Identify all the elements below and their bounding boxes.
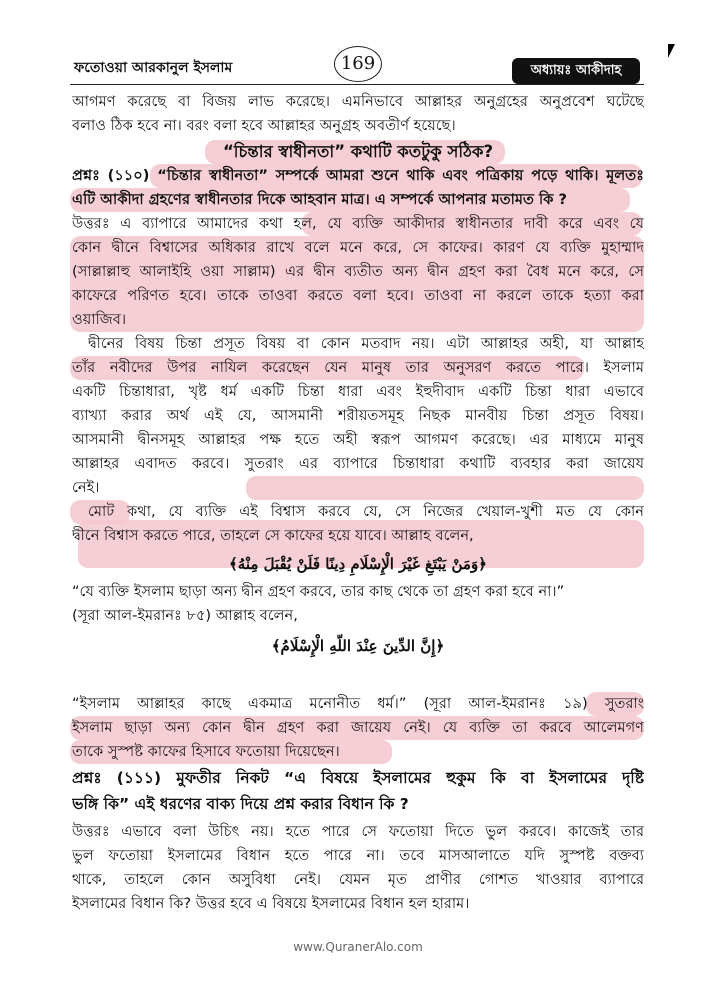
- text-line: “ইসলাম আল্লাহর কাছে একমাত্র মনোনীত ধর্ম।” (সূরা আল-ইমরানঃ ১৯) সুতরাং: [72, 695, 644, 712]
- text-line: বলাও ঠিক হবে না। বরং বলা হবে আল্লাহর অনুগ্রহ অবতীর্ণ হয়েছে।: [72, 117, 456, 134]
- section-heading: “চিন্তার স্বাধীনতা” কথাটি কতটুকু সঠিক?: [222, 142, 494, 161]
- text-line: আসমানী দ্বীনসমূহ আল্লাহর পক্ষ হতে অহী স্বরূপ আগমণ করেছে। এর মাধ্যমে মানুষ: [72, 431, 644, 448]
- header-rule: [70, 84, 644, 85]
- answer-line: উত্তরঃ এভাবে বলা উচিৎ নয়। হতে পারে সে ফতোয়া দিতে ভুল করবে। কাজেই তার: [72, 823, 644, 840]
- text-line: একটি চিন্তাধারা, খৃষ্ট ধর্ম একটি চিন্তা ধারা এবং ইহুদীবাদ একটি চিন্তা ধারা এভাবে: [72, 383, 644, 400]
- text-line: ওয়াজিব।: [72, 311, 127, 328]
- text-line: তাকে সুস্পষ্ট কাফের হিসাবে ফতোয়া দিয়েছেন।: [72, 743, 340, 760]
- text-line: দ্বীনে বিশ্বাস করতে পারে, তাহলে সে কাফের হয়ে যাবে। আল্লাহ বলেন,: [72, 527, 474, 544]
- answer-line: উত্তরঃ এ ব্যাপারে আমাদের কথা হল, যে ব্যক্তি আকীদার স্বাধীনতার দাবী করে এবং যে: [72, 215, 644, 232]
- text-line: (সূরা আল-ইমরানঃ ৮৫) আল্লাহ বলেন,: [72, 607, 298, 624]
- question-line: প্রশ্নঃ (১১১) মুফতীর নিকট “এ বিষয়ে ইসলামের হুকুম কি বা ইসলামের দৃষ্টি: [72, 769, 644, 787]
- text-line: আল্লাহর এবাদত করবে। সুতরাং এর ব্যাপারে চিন্তাধারা কথাটি ব্যবহার করা জায়েয: [72, 455, 644, 472]
- text-line: থাকে, তাহলে কোন অসুবিধা নেই। যেমন মৃত প্রাণীর গোশত খাওয়ার ব্যাপারে: [72, 871, 644, 888]
- text-line: কাফেরে পরিণত হবে। তাকে তাওবা করতে বলা হবে। তাওবা না করলে তাকে হত্যা করা: [72, 287, 644, 304]
- text-line: দ্বীনের বিষয় চিন্তা প্রসূত বিষয় বা কোন মতবাদ নয়। এটা আল্লাহর অহী, যা আল্লাহ: [88, 335, 644, 352]
- text-line: ইসলাম ছাড়া অন্য কোন দ্বীন গ্রহণ করা জায়েয নেই। যে ব্যক্তি তা করবে আলেমগণ: [72, 719, 644, 736]
- page-number: 169: [334, 46, 382, 82]
- text-line: “যে ব্যক্তি ইসলাম ছাড়া অন্য দ্বীন গ্রহণ করবে, তার কাছ থেকে তা গ্রহণ করা হবে না।”: [72, 583, 565, 600]
- text-line: (সাল্লাল্লাহু আলাইহি ওয়া সাল্লাম) এর দ্বীন ব্যতীত অন্য দ্বীন গ্রহণ করা বৈধ মনে করে, সে: [72, 263, 644, 280]
- mouse-pointer-icon: [668, 44, 675, 58]
- text-line: ইসলামের বিধান কি? উত্তর হবে এ বিষয়ে ইসলামের বিধান হল হারাম।: [72, 895, 470, 912]
- question-line: এটি আকীদা গ্রহণের স্বাধীনতার দিকে আহবান মাত্র। এ সম্পর্কে আপনার মতামত কি ?: [72, 191, 567, 208]
- question-line: ভঙ্গি কি” এই ধরণের বাক্য দিয়ে প্রশ্ন করার বিধান কি ?: [72, 795, 409, 813]
- chapter-label: অধ্যায়ঃ আকীদাহ: [512, 58, 640, 84]
- text-line: ভুল ফতোয়া ইসলামের বিধান হতে পারে না। তবে মাসআলাতে যদি সুস্পষ্ট বক্তব্য: [72, 847, 644, 864]
- text-line: আগমণ করেছে বা বিজয় লাভ করেছে। এমনিভাবে আল্লাহর অনুগ্রহের অনুপ্রবেশ ঘটেছে: [72, 93, 644, 110]
- book-title: ফতোওয়া আরকানুল ইসলাম: [74, 60, 233, 76]
- text-line: নেই।: [72, 479, 100, 496]
- text-line: তাঁর নবীদের উপর নাযিল করেছেন যেন মানুষ তার অনুসরণ করতে পারে। ইসলাম: [72, 359, 644, 376]
- text-line: ব্যাখ্যা করার অর্থ এই যে, আসমানী শরীয়তসমূহ নিছক মানবীয় চিন্তা প্রসূত বিষয়।: [72, 407, 644, 424]
- arabic-verse: ﴿وَمَنْ يَبْتَغِ غَيْرَ الْإِسْلَامِ دِينًا فَلَنْ يُقْبَلَ مِنْهُ﴾: [229, 555, 487, 573]
- footer-url: www.QuranerAlo.com: [293, 940, 423, 954]
- arabic-verse: ﴿إِنَّ الدِّينَ عِنْدَ اللَّهِ الْإِسْلَامُ﴾: [271, 637, 445, 655]
- text-line: মোট কথা, যে ব্যক্তি এই বিশ্বাস করবে যে, সে নিজের খেয়াল-খুশী মত যে কোন: [88, 503, 644, 520]
- text-line: কোন দ্বীনে বিশ্বাসের অধিকার রাখে বলে মনে করে, সে কাফের। কারণ যে ব্যক্তি মুহাম্মাদ: [72, 239, 644, 256]
- question-line: প্রশ্নঃ (১১০) “চিন্তার স্বাধীনতা” সম্পর্কে আমরা শুনে থাকি এবং পত্রিকায় পড়ে থাকি। মূলতঃ: [72, 167, 644, 184]
